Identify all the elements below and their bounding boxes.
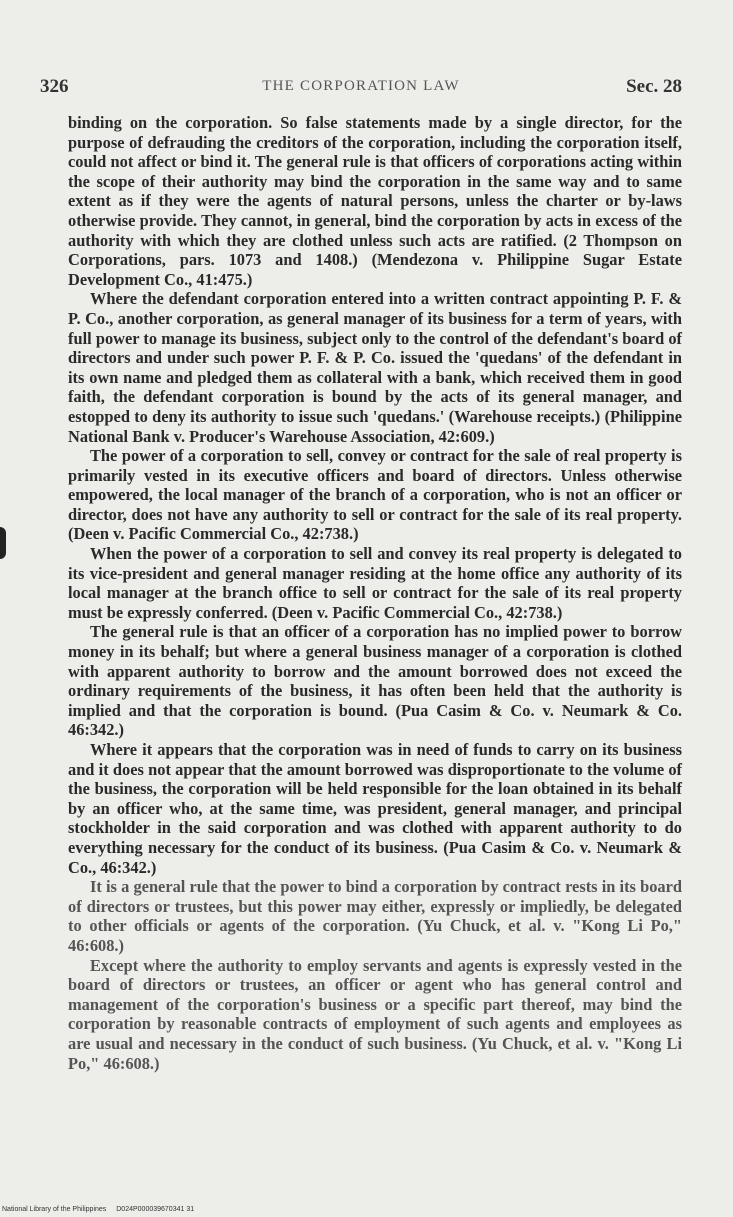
binding-mark <box>0 527 6 559</box>
running-title: THE CORPORATION LAW <box>262 78 460 94</box>
footer-code: D024P000039670341 31 <box>116 1206 195 1213</box>
running-header <box>40 76 682 100</box>
paragraph: When the power of a corporation to sell and convey its real property is delegated to its vice-president and general manager residing at the home office any authority of its local manager at the branch office to sell or contract for the sale of its real property must be expressly conferred. (Deen v. Pacific Commercial Co., 42:738.) <box>68 544 682 622</box>
paragraph: binding on the corporation. So false statements made by a single director, for the purpose of defrauding the creditors of the corporation, including the corporation itself, could not affect or bind it. The general rule is that officers of corporations acting within the scope of their authority may bind the corporation in the same way and to same extent as if they were the agents of natural persons, unless the charter or by-laws otherwise provide. They cannot, in general, bind the corporation by acts in excess of the authority with which they are clothed unless such acts are ratified. (2 Thompson on Corporations, pars. 1073 and 1408.) (Mendezona v. Philippine Sugar Estate Development Co., 41:475.) <box>68 113 682 289</box>
paragraph: Except where the authority to employ servants and agents is expressly vested in the board of directors or trustees, an officer or agent who has general control and management of the corporation's business or a specific part thereof, may bind the corporation by reasonable contracts of employment of such agents and employees as are usual and necessary in the conduct of such business. (Yu Chuck, et al. v. "Kong Li Po," 46:608.) <box>68 955 682 1073</box>
paragraph: Where it appears that the corporation was in need of funds to carry on its business and it does not appear that the amount borrowed was disproportionate to the volume of the business, the corporation will be held responsible for the loan obtained in its behalf by an officer who, at the same time, was president, general manager, and principal stockholder in the said corporation and was clothed with apparent authority to do everything necessary for the conduct of its business. (Pua Casim & Co. v. Neumark & Co., 46:342.) <box>68 740 682 877</box>
page-number: 326 <box>40 76 69 97</box>
section-label: Sec. 28 <box>626 76 682 97</box>
footer <box>2 1206 202 1213</box>
footer-library: National Library of the Philippines <box>2 1206 107 1213</box>
paragraph: The power of a corporation to sell, convey or contract for the sale of real property is primarily vested in its executive officers and board of directors. Unless otherwise empowered, the local manager of the branch of a corporation, who is not an officer or director, does not have any authority to sell or contract for the sale of its real property. (Deen v. Pacific Commercial Co., 42:738.) <box>68 446 682 544</box>
paragraph: It is a general rule that the power to bind a corporation by contract rests in its board of directors or trustees, but this power may either, expressly or impliedly, be delegated to other officials or agents of the corporation. (Yu Chuck, et al. v. "Kong Li Po," 46:608.) <box>68 877 682 955</box>
paragraph: Where the defendant corporation entered into a written contract appointing P. F. & P. Co., another corporation, as general manager of its business for a term of years, with full power to manage its business, subject only to the control of the defendant's board of directors and under such power P. F. & P. Co. issued the 'quedans' of the defendant in its own name and pledged them as collateral with a bank, which received them in good faith, the defendant corporation is bound by the acts of its general manager, and estopped to deny its authority to issue such 'quedans.' (Warehouse receipts.) (Philippine National Bank v. Producer's Warehouse Association, 42:609.) <box>68 289 682 446</box>
paragraph: The general rule is that an officer of a corporation has no implied power to borrow money in its behalf; but where a general business manager of a corporation is clothed with apparent authority to borrow and the amount borrowed does not exceed the ordinary requirements of the business, it has often been held that the authority is implied and that the corporation is bound. (Pua Casim & Co. v. Neumark & Co. 46:342.) <box>68 622 682 740</box>
page-body <box>68 113 682 1073</box>
